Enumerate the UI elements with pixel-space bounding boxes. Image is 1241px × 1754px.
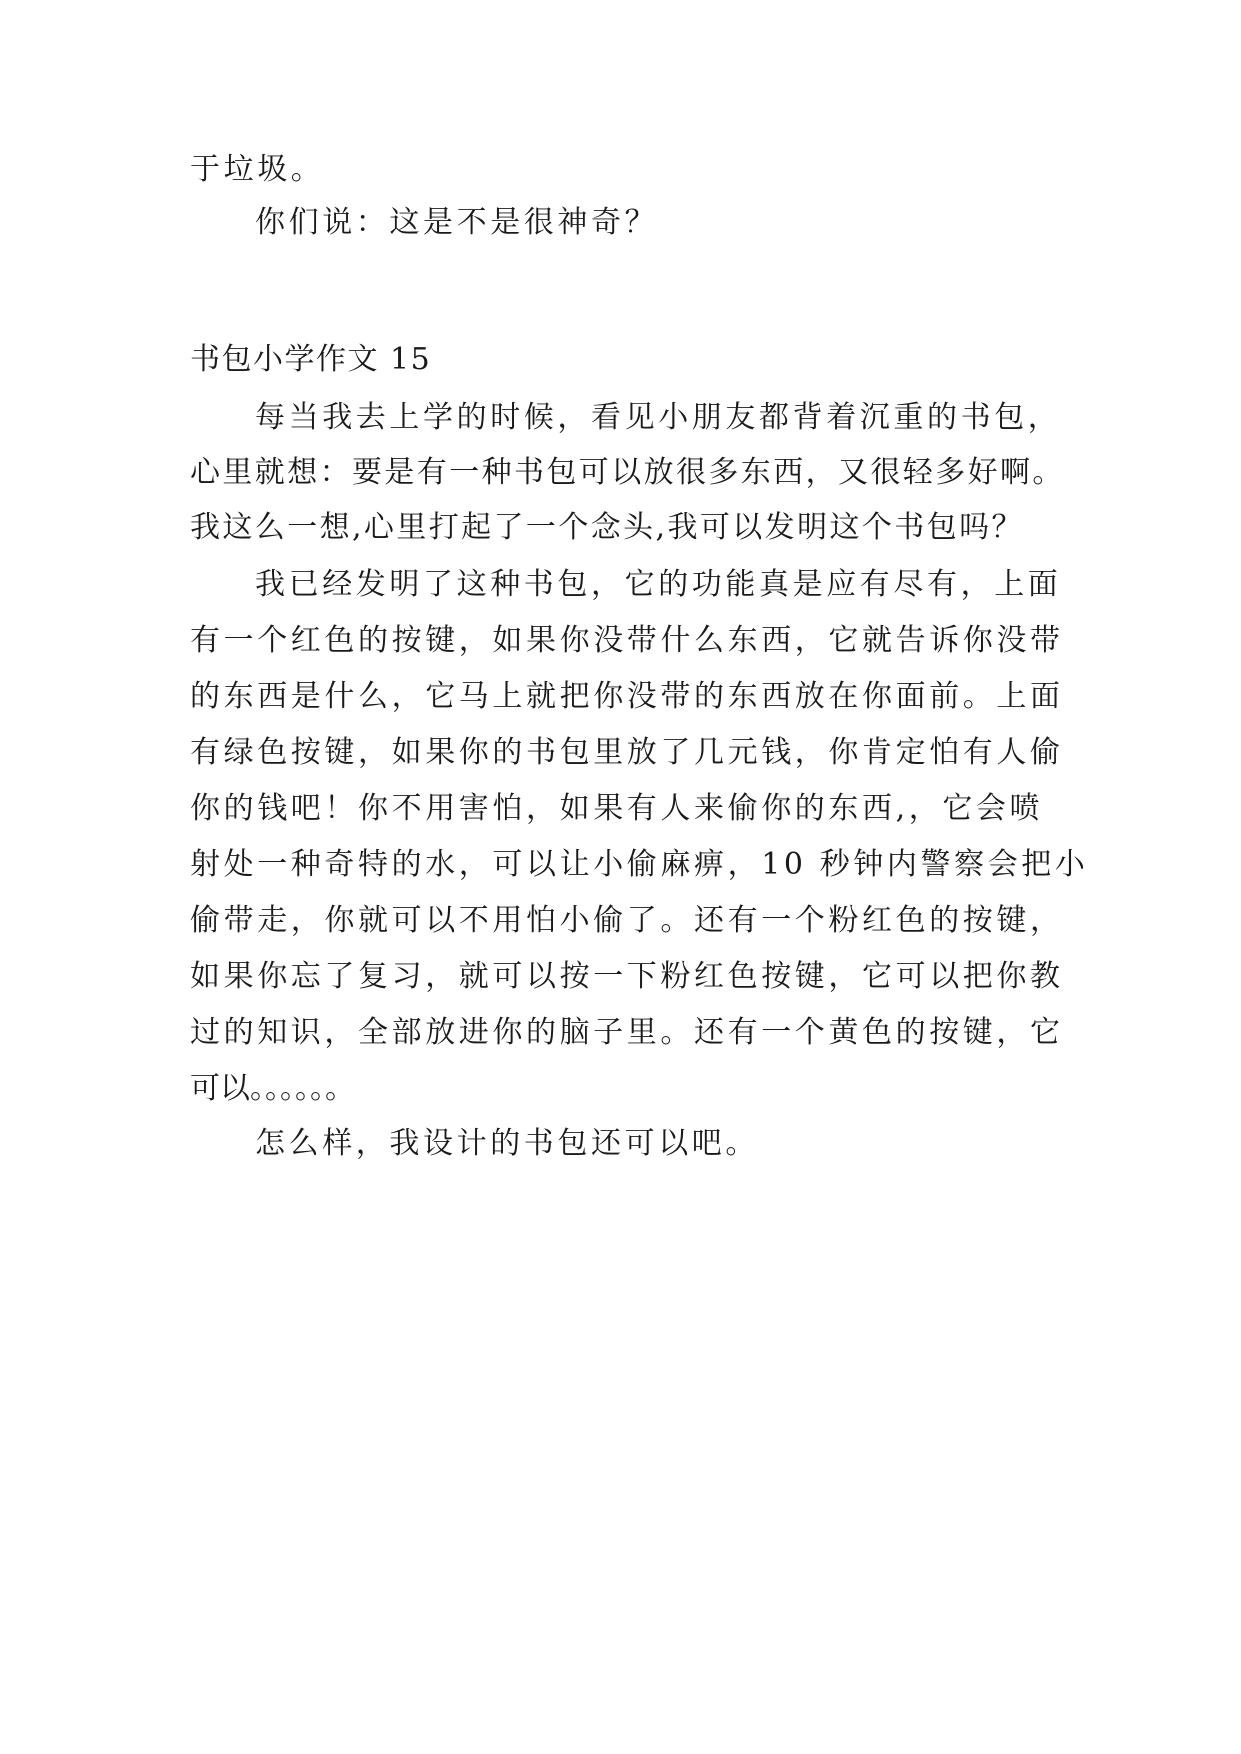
- text-line: 的东西是什么，它马上就把你没带的东西放在你面前。上面: [190, 679, 1064, 714]
- text-line: 我这么一想,心里打起了一个念头,我可以发明这个书包吗？: [190, 510, 1024, 545]
- text-line: 于垃圾。: [190, 152, 325, 187]
- text-line: 你的钱吧！你不用害怕，如果有人来偷你的东西,，它会喷: [190, 791, 1044, 826]
- text-line: 过的知识，全部放进你的脑子里。还有一个黄色的按键，它: [190, 1015, 1064, 1050]
- text-line: 每当我去上学的时候，看见小朋友都背着沉重的书包，: [255, 400, 1062, 435]
- text-line: 怎么样，我设计的书包还可以吧。: [255, 1126, 759, 1161]
- text-line: 有一个红色的按键，如果你没带什么东西，它就告诉你没带: [190, 623, 1064, 658]
- text-line: 有绿色按键，如果你的书包里放了几元钱，你肯定怕有人偷: [190, 735, 1064, 770]
- text-line: 射处一种奇特的水，可以让小偷麻痹，10 秒钟内警察会把小: [190, 847, 1089, 882]
- essay-title: 书包小学作文 15: [190, 342, 432, 377]
- text-line: 偷带走，你就可以不用怕小偷了。还有一个粉红色的按键，: [190, 903, 1064, 938]
- text-line: 心里就想：要是有一种书包可以放很多东西，又很轻多好啊。: [190, 455, 1065, 490]
- text-line: 我已经发明了这种书包，它的功能真是应有尽有，上面: [255, 567, 1062, 602]
- text-line: 可以。。。。。。: [190, 1071, 355, 1106]
- text-line: 如果你忘了复习，就可以按一下粉红色按键，它可以把你教: [190, 959, 1064, 994]
- text-line: 你们说：这是不是很神奇？: [255, 205, 659, 240]
